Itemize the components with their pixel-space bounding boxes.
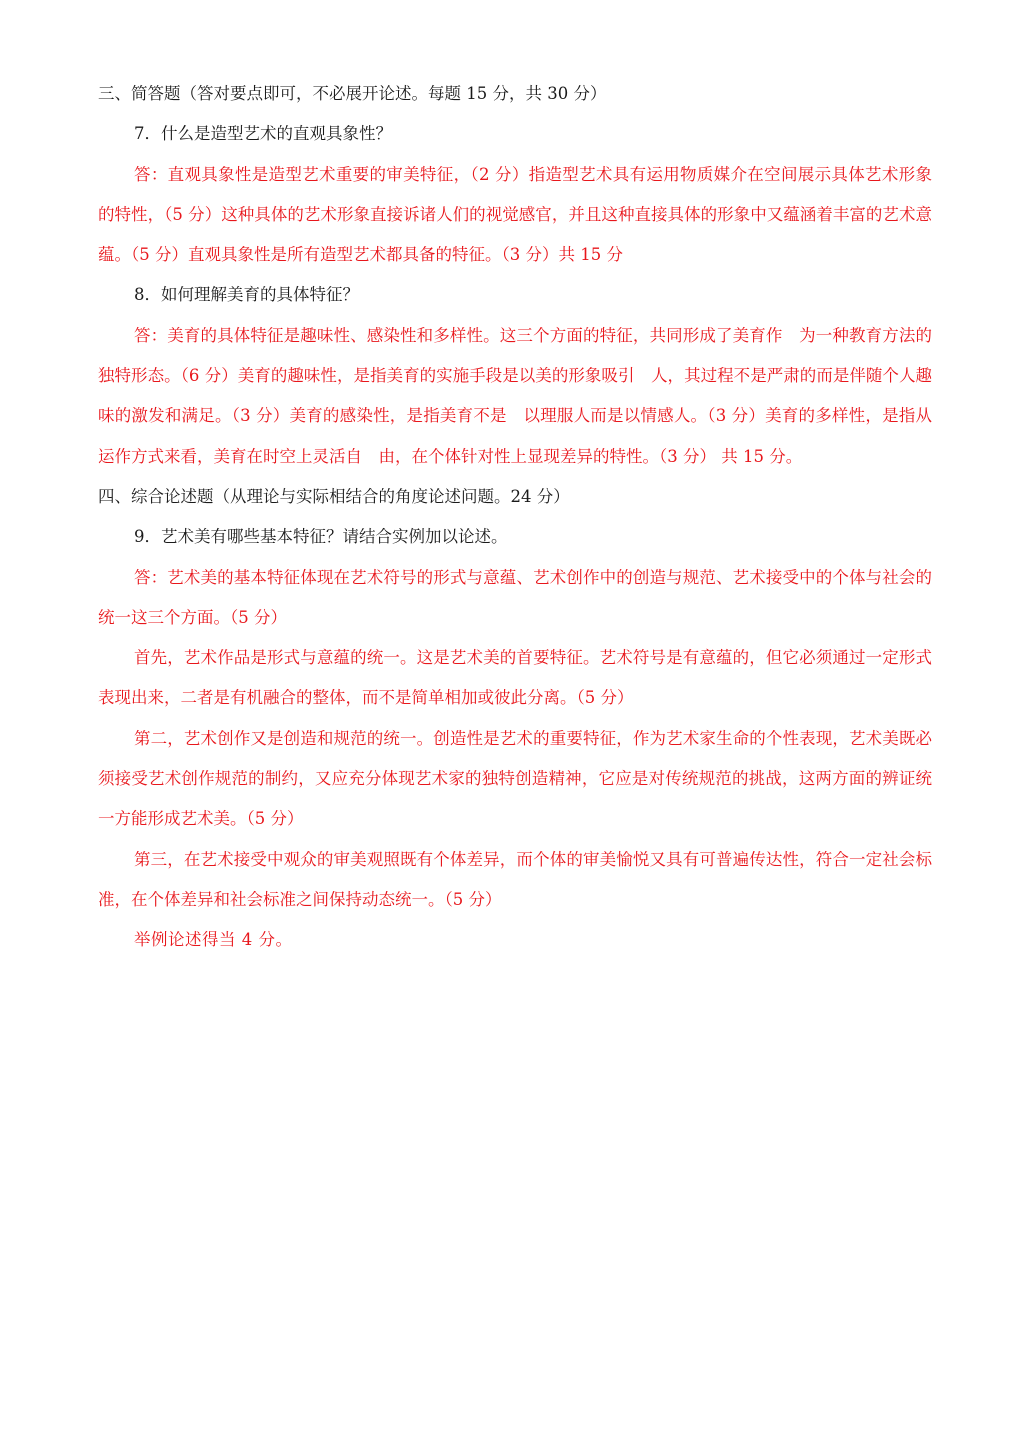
section-heading-short-answer: 三、简答题（答对要点即可，不必展开论述。每题 15 分，共 30 分）: [98, 84, 607, 103]
answer-9-point-3: 第三，在艺术接受中观众的审美观照既有个体差异，而个体的审美愉悦又具有可普遍传达性，符合一定社会标准，在个体差异和社会标准之间保持动态统一。（5 分）: [98, 849, 932, 909]
question-8: 8．如何理解美育的具体特征？: [134, 285, 359, 305]
question-9: 9．艺术美有哪些基本特征？请结合实例加以论述。: [134, 527, 508, 547]
answer-9-intro: 答：艺术美的基本特征体现在艺术符号的形式与意蕴、艺术创作中的创造与规范、艺术接受中的个体与社会的统一这三个方面。（5 分）: [98, 567, 932, 627]
answer-9-scoring-note: 举例论述得当 4 分。: [134, 930, 293, 950]
answer-7: 答：直观具象性是造型艺术重要的审美特征，（2 分）指造型艺术具有运用物质媒介在空间展示具体艺术形象的特性，（5 分）这种具体的艺术形象直接诉诸人们的视觉感官，并且这种直接具体的形象中又蕴涵着丰富的艺术意蕴。（5 分）直观具象性是所有造型艺术都具备的特征。（3 分）共 15 分: [98, 164, 932, 265]
question-7: 7．什么是造型艺术的直观具象性？: [134, 124, 392, 144]
answer-8: 答：美育的具体特征是趣味性、感染性和多样性。这三个方面的特征，共同形成了美育作 为一种教育方法的独特形态。（6 分）美育的趣味性，是指美育的实施手段是以美的形象吸引 人，其过程不是严肃的而是伴随个人趣味的激发和满足。（3 分）美育的感染性，是指美育不是 以理服人而是以情感人。（3 分）美育的多样性，是指从运作方式来看，美育在时空上灵活自 由，在个体针对性上显现差异的特性。（3 分） 共 15 分。: [98, 325, 932, 466]
answer-9-point-1: 首先，艺术作品是形式与意蕴的统一。这是艺术美的首要特征。艺术符号是有意蕴的，但它必须通过一定形式表现出来，二者是有机融合的整体，而不是简单相加或彼此分离。（5 分）: [98, 648, 932, 708]
section-heading-essay: 四、综合论述题（从理论与实际相结合的角度论述问题。24 分）: [98, 486, 570, 506]
answer-9-point-2: 第二，艺术创作又是创造和规范的统一。创造性是艺术的重要特征，作为艺术家生命的个性表现，艺术美既必须接受艺术创作规范的制约，又应充分体现艺术家的独特创造精神，它应是对传统规范的挑战，这两方面的辨证统一方能形成艺术美。（5 分）: [98, 728, 932, 829]
document-page: [98, 74, 932, 961]
